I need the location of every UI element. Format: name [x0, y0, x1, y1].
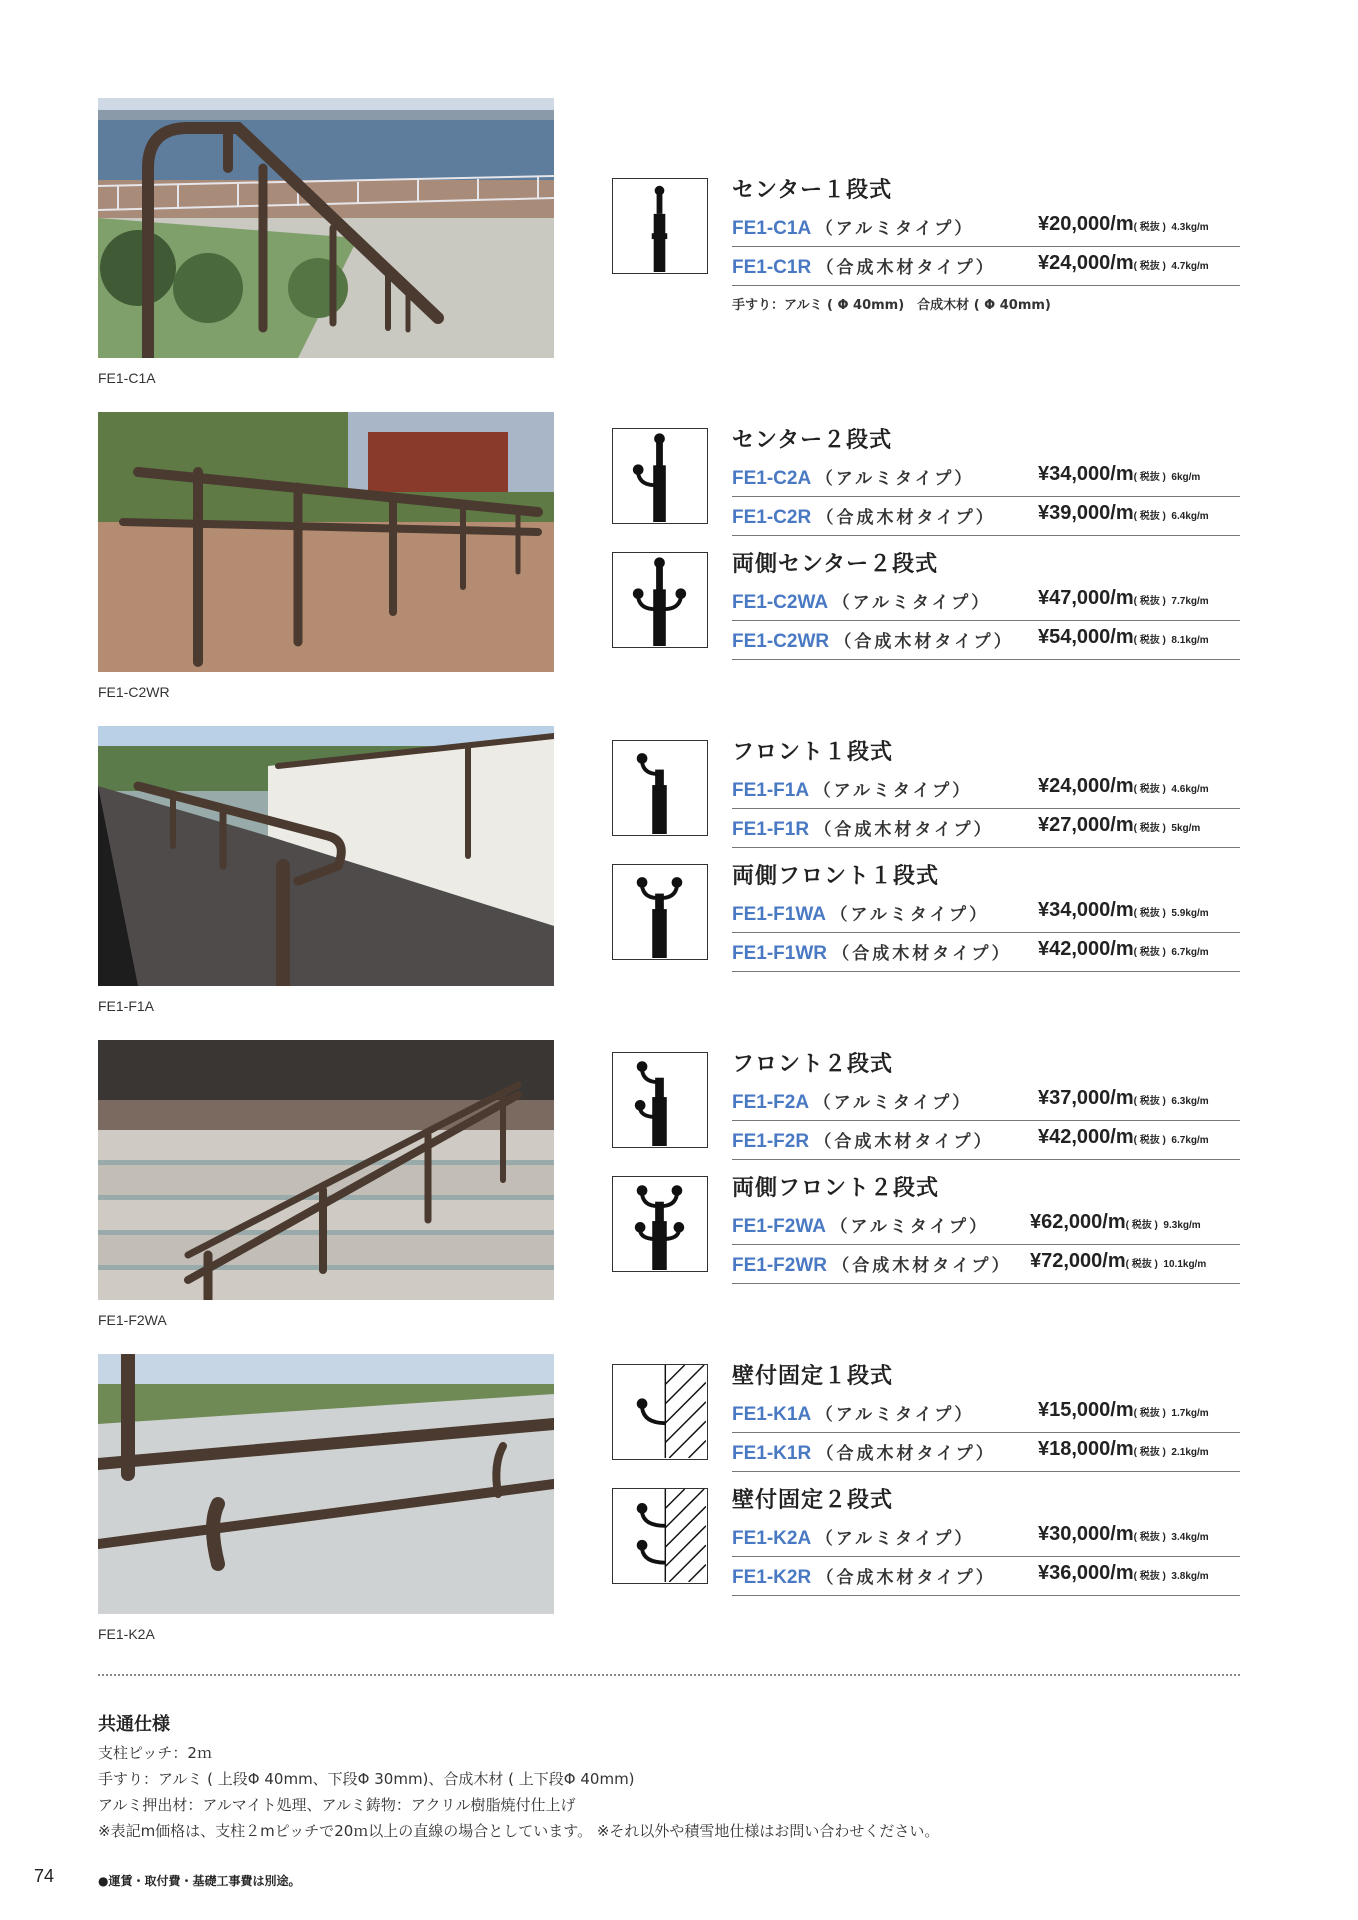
footnote: ●運賃・取付費・基礎工事費は別途。	[98, 1874, 301, 1888]
price: ¥54,000/m( 税抜 ) 8.1kg/m	[1038, 626, 1209, 648]
price: ¥20,000/m( 税抜 ) 4.3kg/m	[1038, 213, 1209, 235]
price-row	[732, 770, 1240, 809]
price: ¥15,000/m( 税抜 ) 1.7kg/m	[1038, 1399, 1209, 1421]
product-double-center-2	[732, 548, 1240, 660]
photo-caption: FE1-K2A	[98, 1626, 155, 1642]
price-row	[732, 1082, 1240, 1121]
price: ¥18,000/m( 税抜 ) 2.1kg/m	[1038, 1438, 1209, 1460]
product-title: 両側センター２段式	[732, 552, 939, 577]
price: ¥36,000/m( 税抜 ) 3.8kg/m	[1038, 1562, 1209, 1584]
price: ¥27,000/m( 税抜 ) 5kg/m	[1038, 814, 1201, 836]
product-code: FE1-C2R （合成木材タイプ）	[732, 507, 996, 528]
photo-fe1-c2wr	[98, 412, 554, 672]
price-row	[732, 1394, 1240, 1433]
product-double-front-1	[732, 860, 1240, 972]
product-code: FE1-F2WR （合成木材タイプ）	[732, 1255, 1012, 1276]
product-title: 両側フロント１段式	[732, 864, 940, 889]
product-code: FE1-K1A （アルミタイプ）	[732, 1404, 975, 1425]
product-code: FE1-K2A （アルミタイプ）	[732, 1528, 975, 1549]
common-spec-line: アルミ押出材：アルマイト処理、アルミ鋳物：アクリル樹脂焼付仕上げ	[98, 1796, 576, 1814]
front-1-post-icon	[612, 740, 708, 836]
price-row	[732, 1433, 1240, 1472]
price: ¥34,000/m( 税抜 ) 6kg/m	[1038, 463, 1201, 485]
price: ¥34,000/m( 税抜 ) 5.9kg/m	[1038, 899, 1209, 921]
double-front-1-post-icon	[612, 864, 708, 960]
product-code: FE1-K1R （合成木材タイプ）	[732, 1443, 996, 1464]
product-title: センター２段式	[732, 428, 893, 453]
price-row	[732, 247, 1240, 286]
product-double-front-2	[732, 1172, 1240, 1284]
page-number: 74	[34, 1866, 55, 1886]
product-code: FE1-F2A （アルミタイプ）	[732, 1092, 973, 1113]
photo-caption: FE1-C1A	[98, 370, 156, 386]
price: ¥24,000/m( 税抜 ) 4.7kg/m	[1038, 252, 1209, 274]
product-code: FE1-F1R （合成木材タイプ）	[732, 819, 994, 840]
photo-fe1-c1a	[98, 98, 554, 358]
product-title: センター１段式	[732, 178, 893, 203]
common-spec-line: ※表記m価格は、支柱２mピッチで20ｍ以上の直線の場合としています。 ※それ以外や積雪地仕様はお問い合わせください。	[98, 1822, 940, 1840]
product-center-2	[732, 424, 1240, 536]
price-row	[732, 933, 1240, 972]
price: ¥37,000/m( 税抜 ) 6.3kg/m	[1038, 1087, 1209, 1109]
product-title: 壁付固定１段式	[732, 1364, 894, 1389]
price: ¥72,000/m( 税抜 ) 10.1kg/m	[1030, 1250, 1207, 1272]
center-1-post-icon	[612, 178, 708, 274]
product-code: FE1-C1R （合成木材タイプ）	[732, 257, 996, 278]
product-title: 両側フロント２段式	[732, 1176, 940, 1201]
product-code: FE1-C2A （アルミタイプ）	[732, 468, 975, 489]
handrail-note: 手すり：アルミ ( Φ 40mm) 合成木材 ( Φ 40mm)	[732, 298, 1051, 313]
price-row	[732, 1245, 1240, 1284]
product-wall-1	[732, 1360, 1240, 1472]
product-code: FE1-C2WA （アルミタイプ）	[732, 592, 992, 613]
common-spec-line: 手すり：アルミ ( 上段Φ 40mm、下段Φ 30mm)、合成木材 ( 上下段Φ 40mm)	[98, 1770, 635, 1788]
price-row	[732, 458, 1240, 497]
price: ¥42,000/m( 税抜 ) 6.7kg/m	[1038, 1126, 1209, 1148]
product-code: FE1-C2WR （合成木材タイプ）	[732, 631, 1014, 652]
photo-caption: FE1-F2WA	[98, 1312, 167, 1328]
photo-caption: FE1-C2WR	[98, 684, 170, 700]
product-code: FE1-F2R （合成木材タイプ）	[732, 1131, 994, 1152]
price-row	[732, 1121, 1240, 1160]
center-2-post-icon	[612, 428, 708, 524]
price: ¥62,000/m( 税抜 ) 9.3kg/m	[1030, 1211, 1201, 1233]
product-wall-2	[732, 1484, 1240, 1596]
product-front-2	[732, 1048, 1240, 1160]
price: ¥30,000/m( 税抜 ) 3.4kg/m	[1038, 1523, 1209, 1545]
product-code: FE1-C1A （アルミタイプ）	[732, 218, 975, 239]
product-code: FE1-K2R （合成木材タイプ）	[732, 1567, 996, 1588]
front-2-post-icon	[612, 1052, 708, 1148]
common-spec-line: 支柱ピッチ：2ｍ	[98, 1744, 212, 1762]
divider	[98, 1674, 1240, 1676]
photo-fe1-k2a	[98, 1354, 554, 1614]
product-title: 壁付固定２段式	[732, 1488, 894, 1513]
price-row	[732, 894, 1240, 933]
price: ¥39,000/m( 税抜 ) 6.4kg/m	[1038, 502, 1209, 524]
common-spec-title: 共通仕様	[98, 1714, 170, 1735]
price-row	[732, 208, 1240, 247]
price: ¥42,000/m( 税抜 ) 6.7kg/m	[1038, 938, 1209, 960]
photo-caption: FE1-F1A	[98, 998, 155, 1014]
wall-mount-2-icon	[612, 1488, 708, 1584]
product-title: フロント１段式	[732, 740, 894, 765]
price-row	[732, 1518, 1240, 1557]
price-row	[732, 497, 1240, 536]
price: ¥47,000/m( 税抜 ) 7.7kg/m	[1038, 587, 1209, 609]
product-code: FE1-F1WA （アルミタイプ）	[732, 904, 990, 925]
price-row	[732, 621, 1240, 660]
price-row	[732, 1206, 1240, 1245]
photo-fe1-f1a	[98, 726, 554, 986]
product-front-1	[732, 736, 1240, 848]
photo-fe1-f2wa	[98, 1040, 554, 1300]
price-row	[732, 1557, 1240, 1596]
wall-mount-1-icon	[612, 1364, 708, 1460]
product-center-1	[732, 174, 1240, 286]
price-row	[732, 809, 1240, 848]
price-row	[732, 582, 1240, 621]
product-code: FE1-F2WA （アルミタイプ）	[732, 1216, 990, 1237]
product-code: FE1-F1A （アルミタイプ）	[732, 780, 973, 801]
double-front-2-post-icon	[612, 1176, 708, 1272]
product-title: フロント２段式	[732, 1052, 894, 1077]
product-code: FE1-F1WR （合成木材タイプ）	[732, 943, 1012, 964]
price: ¥24,000/m( 税抜 ) 4.6kg/m	[1038, 775, 1209, 797]
double-center-2-post-icon	[612, 552, 708, 648]
